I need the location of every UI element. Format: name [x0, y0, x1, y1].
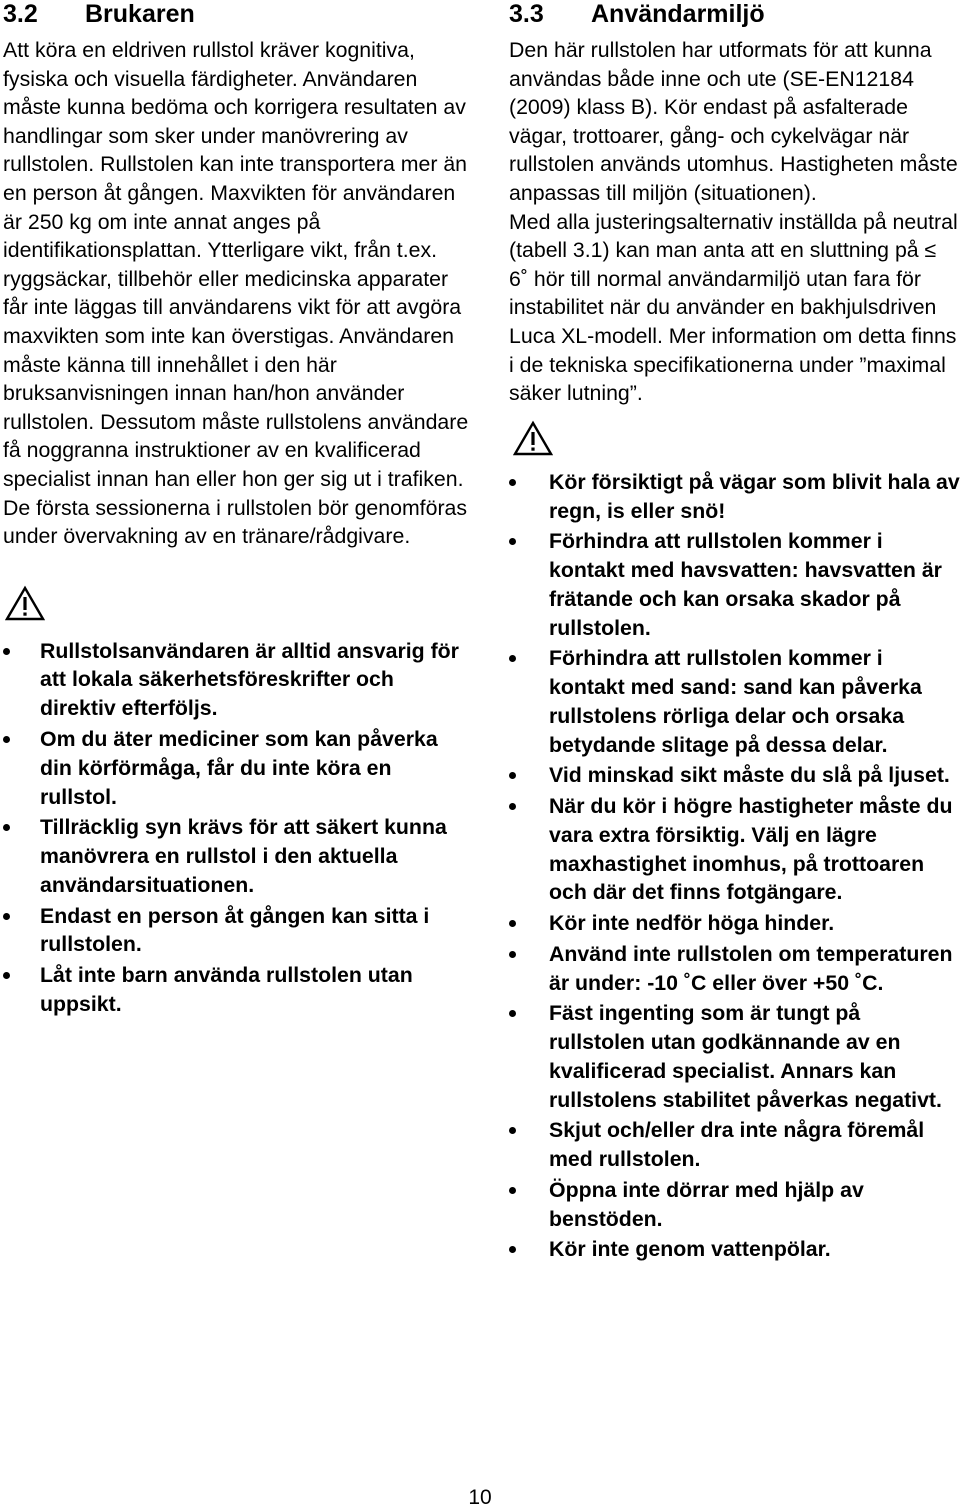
left-column [3, 0, 473, 1021]
list-item: Använd inte rullstolen om temperaturen är under: -10 ˚C eller över +50 ˚C. [509, 940, 960, 998]
list-item: Förhindra att rullstolen kommer i kontakt med havsvatten: havsvatten är frätande och kan orsaka skador på rullstolen. [509, 527, 960, 642]
bullet-icon [509, 951, 516, 958]
list-item: Vid minskad sikt måste du slå på ljuset. [509, 761, 960, 790]
warning-triangle-icon [513, 420, 553, 456]
bullet-icon [509, 1010, 516, 1017]
list-item: När du kör i högre hastigheter måste du vara extra försiktig. Välj en lägre maxhastighet inomhus, på trottoaren och där det finns fotgängare. [509, 792, 960, 907]
bullet-icon [509, 655, 516, 662]
list-item: Endast en person åt gången kan sitta i rullstolen. [3, 902, 473, 960]
section-number: 3.3 [509, 0, 544, 28]
section-title: Användarmiljö [591, 0, 765, 28]
user-warning-list [3, 637, 473, 1019]
section-heading-3-2 [3, 0, 473, 28]
environment-paragraph-2: Med alla justeringsalternativ inställda på neutral (tabell 3.1) kan man anta att en sluttning på ≤ 6˚ hör till normal användarmiljö utan fara för instabilitet när du använder en bakhjulsdriven Luca XL-modell. Mer information om detta finns i de tekniska specifikationerna under ”maximal säker lutning”. [509, 209, 958, 406]
bullet-icon [3, 913, 10, 920]
bullet-icon [509, 1187, 516, 1194]
section-number: 3.2 [3, 0, 38, 28]
list-item: Rullstolsanvändaren är alltid ansvarig för att lokala säkerhetsföreskrifter och direktiv efterföljs. [3, 637, 473, 723]
bullet-icon [509, 1127, 516, 1134]
list-item: Förhindra att rullstolen kommer i kontakt med sand: sand kan påverka rullstolens rörliga delar och orsaka betydande slitage på dessa delar. [509, 644, 960, 759]
list-item: Skjut och/eller dra inte några föremål med rullstolen. [509, 1116, 960, 1174]
bullet-icon [509, 803, 516, 810]
bullet-icon [509, 772, 516, 779]
bullet-icon [3, 972, 10, 979]
section-title: Brukaren [85, 0, 195, 28]
bullet-icon [509, 1246, 516, 1253]
bullet-icon [3, 736, 10, 743]
bullet-icon [3, 824, 10, 831]
list-item: Kör försiktigt på vägar som blivit hala av regn, is eller snö! [509, 468, 960, 526]
list-item: Kör inte genom vattenpölar. [509, 1235, 960, 1264]
list-item: Kör inte nedför höga hinder. [509, 909, 960, 938]
right-column [509, 0, 960, 1266]
list-item: Öppna inte dörrar med hjälp av benstöden. [509, 1176, 960, 1234]
section-heading-3-3 [509, 0, 960, 28]
list-item: Tillräcklig syn krävs för att säkert kunna manövrera en rullstol i den aktuella användarsituationen. [3, 813, 473, 899]
list-item: Fäst ingenting som är tungt på rullstolen utan godkännande av en kvalificerad specialist. Annars kan rullstolens stabilitet påverkas negativt. [509, 999, 960, 1114]
user-paragraph: Att köra en eldriven rullstol kräver kognitiva, fysiska och visuella färdigheter. Användaren måste kunna bedöma och korrigera resultaten av handlingar som sker under manövrering av rullstolen. Rullstolen kan inte transportera mer än en person åt gången. Maxvikten för användaren är 250 kg om inte annat anges på identifikationsplattan. Ytterligare vikt, från t.ex. ryggsäckar, tillbehör eller medicinska apparater får inte läggas till användarens vikt för att avgöra maxvikten som inte kan överstigas. Användaren måste känna till innehållet i den här bruksanvisningen innan han/hon använder rullstolen. Dessutom måste rullstolens användare få noggranna instruktioner av en kvalificerad specialist innan han eller hon ger sig ut i trafiken. De första sessionerna i rullstolen bör genomföras under övervakning av en tränare/rådgivare. [3, 38, 469, 549]
list-item: Låt inte barn använda rullstolen utan uppsikt. [3, 961, 473, 1019]
bullet-icon [509, 920, 516, 927]
page-number: 10 [468, 1486, 492, 1509]
bullet-icon [509, 538, 516, 545]
environment-paragraph-1: Den här rullstolen har utformats för att kunna användas både inne och ute (SE-EN12184 (2009) klass B). Kör endast på asfalterade vägar, trottoarer, gång- och cykelvägar när rullstolen används utomhus. Hastigheten måste anpassas till miljön (situationen). [509, 38, 958, 205]
warning-triangle-icon [5, 585, 45, 621]
list-item: Om du äter mediciner som kan påverka din körförmåga, får du inte köra en rullstol. [3, 725, 473, 811]
environment-warning-list [509, 468, 960, 1264]
bullet-icon [509, 479, 516, 486]
bullet-icon [3, 648, 10, 655]
